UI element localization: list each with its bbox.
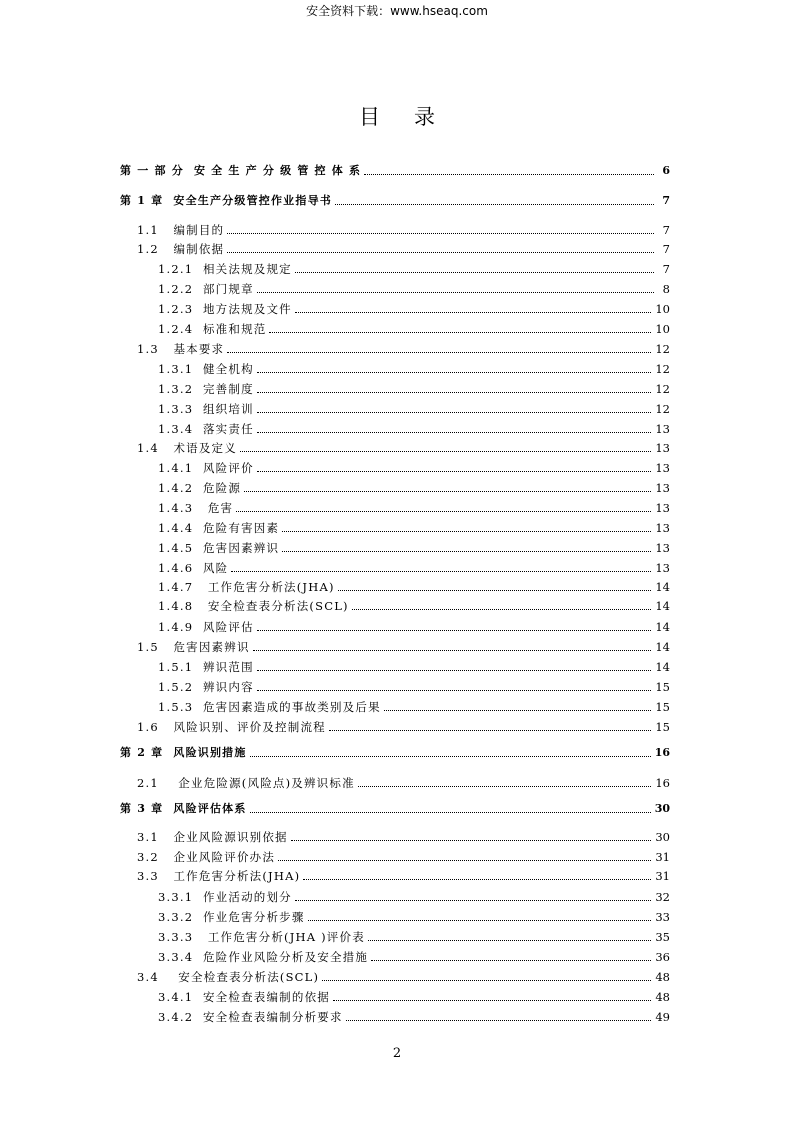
toc-entry-label: 1.5.1 辨识范围	[158, 660, 254, 674]
toc-leader-dots	[335, 204, 654, 205]
toc-entry[interactable]	[120, 358, 670, 376]
toc-entry[interactable]	[120, 906, 670, 924]
toc-entry-page: 7	[662, 223, 670, 237]
toc-leader-dots	[364, 174, 654, 175]
toc-leader-dots	[291, 840, 652, 841]
toc-entry-label: 3.1 企业风险源识别依据	[137, 830, 288, 844]
toc-entry[interactable]	[120, 517, 670, 535]
toc-entry-page: 48	[655, 970, 670, 984]
toc-leader-dots	[346, 1020, 652, 1021]
toc-entry-label: 第 1 章 安全生产分级管控作业指导书	[120, 194, 332, 207]
toc-entry-page: 6	[662, 164, 670, 177]
toc-entry[interactable]	[120, 557, 670, 575]
toc-entry-label: 3.3 工作危害分析法(JHA)	[137, 869, 301, 883]
toc-entry[interactable]	[120, 477, 670, 495]
header-link[interactable]: 安全资料下载：www.hseaq.com	[306, 4, 488, 18]
toc-entry[interactable]	[120, 886, 670, 904]
toc-entry[interactable]	[120, 595, 670, 613]
toc-entry[interactable]	[120, 656, 670, 674]
toc-entry-page: 32	[655, 890, 670, 904]
toc-entry[interactable]	[120, 298, 670, 316]
toc-entry-label: 1.3.1 健全机构	[158, 362, 254, 376]
toc-leader-dots	[352, 609, 652, 610]
toc-entry-label: 2.1 企业危险源(风险点)及辨识标准	[137, 776, 355, 790]
toc-entry-label: 1.4 术语及定义	[137, 441, 237, 455]
toc-leader-dots	[250, 812, 651, 813]
toc-entry[interactable]	[120, 798, 670, 816]
toc-entry-page: 7	[662, 242, 670, 256]
toc-entry[interactable]	[120, 986, 670, 1004]
toc-entry-page: 14	[655, 580, 670, 594]
toc-leader-dots	[329, 730, 652, 731]
toc-entry[interactable]	[120, 696, 670, 714]
toc-entry-label: 1.6 风险识别、评价及控制流程	[137, 720, 326, 734]
toc-entry-page: 30	[655, 830, 670, 844]
toc-entry-label: 3.3.2 作业危害分析步骤	[158, 910, 305, 924]
toc-leader-dots	[303, 879, 651, 880]
toc-entry[interactable]	[120, 846, 670, 864]
toc-entry-page: 12	[655, 402, 670, 416]
toc-leader-dots	[227, 252, 654, 253]
toc-entry[interactable]	[120, 1006, 670, 1024]
toc-entry[interactable]	[120, 676, 670, 694]
toc-entry-page: 16	[655, 776, 670, 790]
toc-entry[interactable]	[120, 497, 670, 515]
toc-leader-dots	[257, 690, 652, 691]
toc-leader-dots	[257, 412, 652, 413]
toc-leader-dots	[227, 352, 651, 353]
toc-entry-label: 1.3.2 完善制度	[158, 382, 254, 396]
toc-leader-dots	[322, 980, 651, 981]
toc-entry-page: 13	[655, 422, 670, 436]
toc-entry[interactable]	[120, 742, 670, 760]
toc-entry-page: 7	[662, 194, 670, 207]
toc-leader-dots	[244, 491, 651, 492]
toc-entry[interactable]	[120, 946, 670, 964]
toc-entry-page: 14	[655, 599, 670, 613]
toc-entry-page: 13	[655, 501, 670, 515]
toc-entry-page: 30	[654, 802, 670, 815]
toc-entry-page: 35	[655, 930, 670, 944]
toc-leader-dots	[333, 1000, 651, 1001]
toc-entry-label: 1.5.2 辨识内容	[158, 680, 254, 694]
toc-entry-label: 1.4.8 安全检查表分析法(SCL)	[158, 599, 349, 613]
toc-entry-label: 1.2.1 相关法规及规定	[158, 262, 292, 276]
toc-leader-dots	[371, 960, 651, 961]
toc-entry-page: 13	[655, 541, 670, 555]
toc-entry[interactable]	[120, 537, 670, 555]
toc-entry-page: 13	[655, 461, 670, 475]
toc-leader-dots	[257, 670, 652, 671]
toc-entry-page: 36	[655, 950, 670, 964]
toc-entry-page: 33	[655, 910, 670, 924]
toc-entry-label: 3.4.2 安全检查表编制分析要求	[158, 1010, 343, 1024]
toc-entry[interactable]	[120, 576, 670, 594]
toc-entry-label: 1.2 编制依据	[137, 242, 225, 256]
toc-entry[interactable]	[120, 926, 670, 944]
toc-leader-dots	[250, 756, 651, 757]
toc-leader-dots	[257, 292, 654, 293]
toc-entry[interactable]	[120, 258, 670, 276]
toc-entry-label: 1.4.9 风险评估	[158, 620, 254, 634]
toc-entry-page: 15	[655, 680, 670, 694]
toc-entry-label: 3.2 企业风险评价办法	[137, 850, 276, 864]
toc-entry-page: 12	[655, 342, 670, 356]
toc-entry-label: 3.3.3 工作危害分析(JHA )评价表	[158, 930, 365, 944]
toc-entry[interactable]	[120, 616, 670, 634]
toc-entry[interactable]	[120, 865, 670, 883]
toc-leader-dots	[231, 571, 651, 572]
toc-entry-label: 1.2.3 地方法规及文件	[158, 302, 292, 316]
toc-entry[interactable]	[120, 238, 670, 256]
toc-entry-page: 13	[655, 441, 670, 455]
toc-entry-page: 8	[662, 282, 670, 296]
toc-entry[interactable]	[120, 457, 670, 475]
toc-entry-page: 12	[655, 382, 670, 396]
toc-leader-dots	[236, 511, 651, 512]
toc-leader-dots	[240, 451, 651, 452]
toc-entry-page: 31	[655, 869, 670, 883]
toc-leader-dots	[257, 372, 652, 373]
toc-entry-label: 1.4.2 危险源	[158, 481, 242, 495]
toc-entry-label: 3.4.1 安全检查表编制的依据	[158, 990, 330, 1004]
toc-leader-dots	[282, 531, 651, 532]
toc-entry-label: 1.4.3 危害	[158, 501, 234, 515]
toc-entry-label: 1.2.2 部门规章	[158, 282, 254, 296]
toc-entry[interactable]	[120, 278, 670, 296]
toc-entry-page: 7	[662, 262, 670, 276]
toc-entry-page: 16	[654, 746, 670, 759]
toc-entry-label: 1.4.4 危险有害因素	[158, 521, 280, 535]
toc-title: 目录	[359, 105, 469, 129]
toc-entry-page: 12	[655, 362, 670, 376]
toc-entry-page: 31	[655, 850, 670, 864]
toc-entry-page: 13	[655, 481, 670, 495]
toc-entry-label: 1.3 基本要求	[137, 342, 225, 356]
toc-entry-page: 13	[655, 561, 670, 575]
toc-leader-dots	[278, 860, 651, 861]
toc-leader-dots	[269, 332, 651, 333]
toc-leader-dots	[227, 233, 654, 234]
toc-entry-label: 第 一 部 分 安 全 生 产 分 级 管 控 体 系	[120, 164, 362, 177]
toc-leader-dots	[295, 312, 651, 313]
toc-leader-dots	[308, 920, 652, 921]
toc-entry-label: 第 3 章 风险评估体系	[120, 802, 247, 815]
toc-entry[interactable]	[120, 966, 670, 984]
page-number: 2	[392, 1046, 402, 1061]
toc-leader-dots	[358, 786, 652, 787]
toc-entry[interactable]	[120, 716, 670, 734]
toc-entry-page: 14	[655, 620, 670, 634]
toc-entry-page: 10	[655, 322, 670, 336]
toc-leader-dots	[384, 710, 652, 711]
toc-entry-label: 3.3.1 作业活动的划分	[158, 890, 292, 904]
toc-entry-label: 1.4.5 危害因素辨识	[158, 541, 280, 555]
toc-entry-page: 14	[655, 660, 670, 674]
toc-entry[interactable]	[120, 378, 670, 396]
toc-entry-page: 15	[655, 720, 670, 734]
toc-leader-dots	[257, 630, 652, 631]
toc-entry-label: 1.1 编制目的	[137, 223, 225, 237]
toc-entry[interactable]	[120, 826, 670, 844]
toc-entry-label: 1.4.1 风险评价	[158, 461, 254, 475]
toc-entry[interactable]	[120, 437, 670, 455]
toc-entry[interactable]	[120, 160, 670, 178]
toc-entry[interactable]	[120, 636, 670, 654]
toc-entry-page: 10	[655, 302, 670, 316]
toc-entry-label: 1.3.3 组织培训	[158, 402, 254, 416]
toc-entry-label: 1.5 危害因素辨识	[137, 640, 250, 654]
toc-entry-page: 49	[655, 1010, 670, 1024]
toc-entry[interactable]	[120, 398, 670, 416]
toc-entry-label: 1.3.4 落实责任	[158, 422, 254, 436]
toc-leader-dots	[282, 551, 651, 552]
toc-entry[interactable]	[120, 418, 670, 436]
toc-entry-label: 3.4 安全检查表分析法(SCL)	[137, 970, 320, 984]
toc-leader-dots	[295, 900, 651, 901]
toc-entry-page: 48	[655, 990, 670, 1004]
toc-leader-dots	[257, 392, 652, 393]
toc-leader-dots	[253, 650, 652, 651]
toc-entry-label: 1.5.3 危害因素造成的事故类别及后果	[158, 700, 381, 714]
toc-leader-dots	[257, 471, 652, 472]
toc-leader-dots	[257, 432, 652, 433]
toc-entry-label: 第 2 章 风险识别措施	[120, 746, 247, 759]
toc-entry-page: 14	[655, 640, 670, 654]
toc-entry-label: 1.4.6 风险	[158, 561, 229, 575]
toc-entry[interactable]	[120, 318, 670, 336]
toc-entry-page: 13	[655, 521, 670, 535]
toc-entry-page: 15	[655, 700, 670, 714]
toc-entry-label: 1.4.7 工作危害分析法(JHA)	[158, 580, 335, 594]
toc-entry-label: 1.2.4 标准和规范	[158, 322, 267, 336]
toc-entry[interactable]	[120, 338, 670, 356]
toc-leader-dots	[368, 940, 651, 941]
toc-leader-dots	[338, 590, 652, 591]
toc-entry-label: 3.3.4 危险作业风险分析及安全措施	[158, 950, 369, 964]
toc-leader-dots	[295, 272, 654, 273]
toc-entry[interactable]	[120, 190, 670, 208]
toc-entry[interactable]	[120, 772, 670, 790]
toc-entry[interactable]	[120, 219, 670, 237]
